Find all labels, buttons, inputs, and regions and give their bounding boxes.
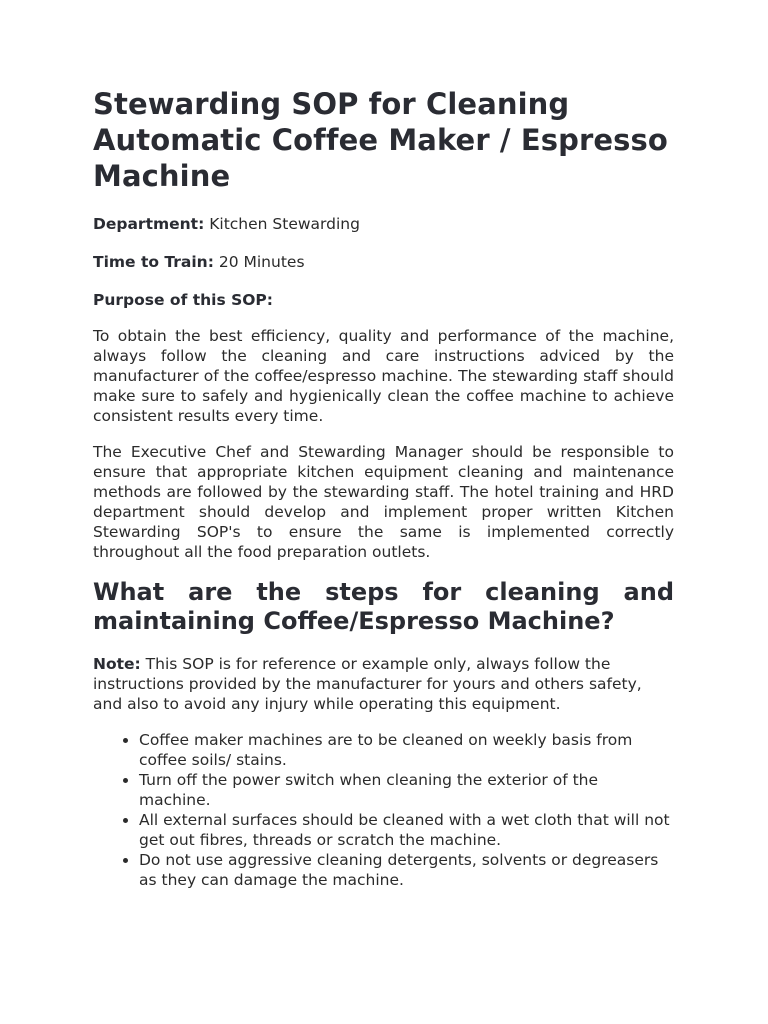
- section-heading: What are the steps for cleaning and maintaining Coffee/Espresso Machine?: [93, 578, 674, 635]
- list-item: • Turn off the power switch when cleaning the exterior of the machine.: [139, 770, 674, 810]
- note-label: Note:: [93, 655, 141, 673]
- purpose-heading: Purpose of this SOP:: [93, 291, 273, 309]
- paragraph: The Executive Chef and Stewarding Manager should be responsible to ensure that appropriate kitchen equipment cleaning and maintenance methods are followed by the stewarding staff. The hotel training and HRD department should develop and implement proper written Kitchen Stewarding SOP's to ensure the same is implemented correctly throughout all the food preparation outlets.: [93, 443, 674, 561]
- department-label: Department:: [93, 215, 205, 233]
- list-item: • Coffee maker machines are to be cleaned on weekly basis from coffee soils/ stains.: [139, 730, 674, 770]
- page-title: Stewarding SOP for Cleaning Automatic Coffee Maker / Espresso Machine: [93, 87, 668, 193]
- list-item: • Do not use aggressive cleaning detergents, solvents or degreasers as they can damage the machine.: [139, 850, 674, 890]
- time-to-train-value: 20 Minutes: [213, 253, 305, 271]
- note-paragraph: [93, 654, 674, 714]
- department-value: Kitchen Stewarding: [204, 215, 360, 233]
- department-field: [93, 214, 674, 234]
- list-item: • All external surfaces should be cleaned with a wet cloth that will not get out fibres, threads or scratch the machine.: [139, 810, 674, 850]
- time-to-train-field: [93, 252, 674, 272]
- paragraph: To obtain the best efficiency, quality and performance of the machine, always follow the cleaning and care instructions adviced by the manufacturer of the coffee/espresso machine. The stewarding staff should make sure to safely and hygienically clean the coffee machine to achieve consistent results every time.: [93, 327, 674, 425]
- time-to-train-label: Time to Train:: [93, 253, 214, 271]
- steps-list: [93, 730, 674, 890]
- note-text: This SOP is for reference or example only, always follow the instructions provided by the manufacturer for yours and others safety, and also to avoid any injury while operating this equipment.: [93, 655, 642, 713]
